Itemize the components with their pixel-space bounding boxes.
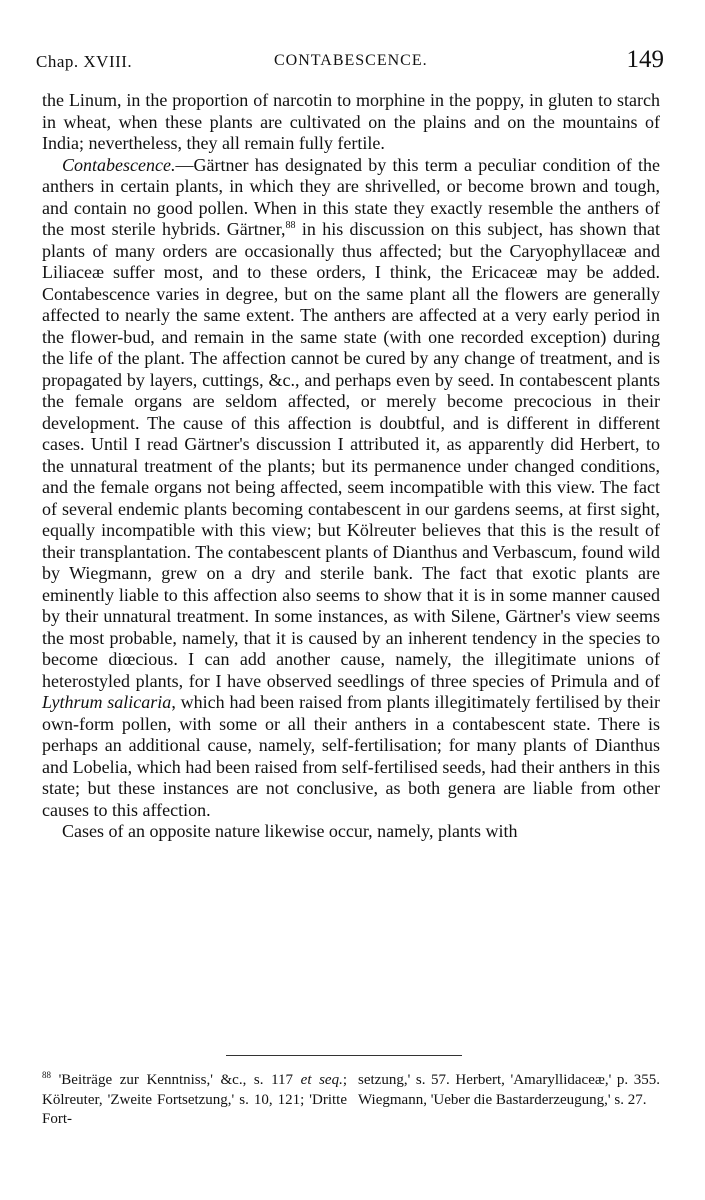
paragraph-continued: the Linum, in the proportion of narcotin to morphine in the poppy, in gluten to starch in wheat, when these plants are cultivated on the plains and on the mountains of India; nevertheless, they all remain fully fertile. bbox=[42, 90, 660, 153]
paragraph-text: in his discussion on this subject, has shown that plants of many orders are occasionally thus affected; but the Caryophyllaceæ and Liliaceæ suffer most, and to these orders, I think, the Ericaceæ may be added. Contabescence varies in degree, but on the same plant all the flowers are generally affected to nearly the same extent. The anthers are affected at a very early period in the flower-bud, and remain in the same state (with one recorded exception) during the life of the plant. The affection cannot be cured by any change of treatment, and is propagated by layers, cuttings, &c., and perhaps even by seed. In contabescent plants the female organs are seldom affected, or merely become precocious in their development. The cause of this affection is doubtful, and is different in different cases. Until I read Gärtner's discussion I attributed it, as apparently did Herbert, to the unnatural treatment of the plants; but its permanence under changed conditions, and the female organs not being affected, seem incompatible with this view. The fact of several endemic plants becoming contabescent in our gardens seems, at first sight, equally incompatible with this view; but Kölreuter believes that this is the result of their transplantation. The contabescent plants of Dianthus and Verbascum, found wild by Wiegmann, grew on a dry and sterile bank. The fact that exotic plants are eminently liable to this affection also seems to show that it is in some manner caused by their unnatural treatment. In some instances, as with Silene, Gärtner's view seems the most probable, namely, that it is caused by an inherent tendency in the species to become diœcious. I can add another cause, namely, the illegitimate unions of heterostyled plants, for I have observed seedlings of three species of Primula and of bbox=[42, 219, 660, 691]
footnote-text: 'Beiträge zur Kenntniss,' &c., s. 117 bbox=[51, 1072, 301, 1088]
chapter-label: Chap. XVIII. bbox=[36, 52, 133, 71]
paragraph-text: —Gärtner has designated by this term a peculiar condition of the anthers in certain plants, in which they are shrivelled, or become brown and tough, and contain no good pollen. When in this state they exactly resemble the anthers of the most sterile hybrids. Gärtner, bbox=[42, 154, 660, 239]
footnote-text: ; Kölreuter, 'Zweite Fortsetzung,' s. 10, 121; 'Dritte Fort- bbox=[42, 1072, 347, 1127]
page-number: 149 bbox=[626, 46, 664, 73]
footnote-italic: et seq. bbox=[300, 1072, 343, 1088]
body-text bbox=[42, 90, 660, 843]
footnote-left-column bbox=[42, 1071, 347, 1130]
paragraph-text: , which had been raised from plants illegitimately fertilised by their own-form pollen, with some or all their anthers in a contabescent state. There is perhaps an additional cause, namely, self-fertilisation; for many plants of Dianthus and Lobelia, which had been raised from self-fertilised seeds, had their anthers in this state; but these instances are not conclusive, as both genera are liable from other causes to this affection. bbox=[42, 692, 660, 820]
footnote-ref: 88 bbox=[285, 220, 296, 231]
paragraph-opposite-cases: Cases of an opposite nature likewise occur, namely, plants with bbox=[62, 821, 518, 841]
section-lead: Contabescence. bbox=[62, 154, 176, 175]
chapter-title: CONTABESCENCE. bbox=[274, 52, 428, 69]
paragraph-contabescence bbox=[42, 155, 660, 822]
species-name: Lythrum salicaria bbox=[42, 692, 172, 712]
footnote-mark: 88 bbox=[42, 1070, 51, 1080]
footnote-rule bbox=[226, 1055, 462, 1056]
footnote-right-column: setzung,' s. 57. Herbert, 'Amaryllidaceæ,' p. 355. Wiegmann, 'Ueber die Bastarderzeugung,' s. 27. bbox=[358, 1072, 660, 1108]
running-head bbox=[36, 46, 664, 80]
